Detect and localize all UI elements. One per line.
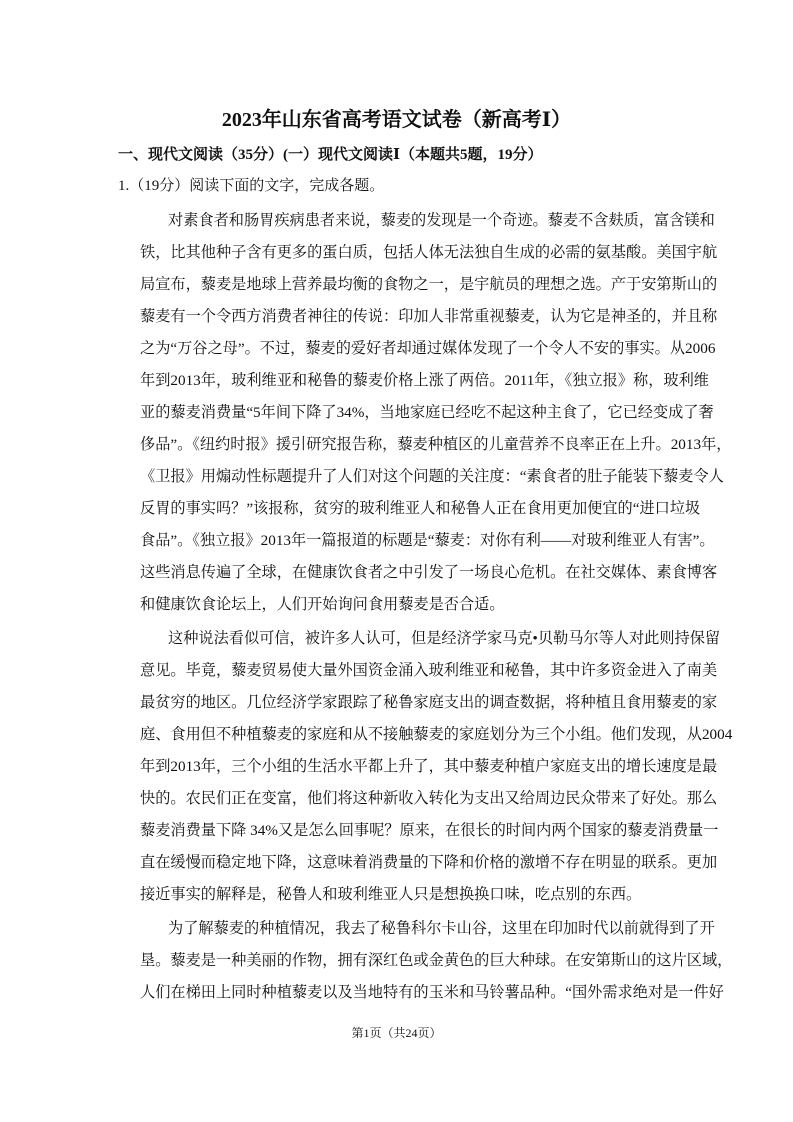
- passage-paragraph: [140, 623, 733, 911]
- text-line: 庭、食用但不种植藜麦的家庭和从不接触藜麦的家庭划分为三个小组。他们发现，从2004: [140, 726, 733, 743]
- passage-paragraph: [140, 913, 733, 1009]
- text-line: 年到2013年，玻利维亚和秘鲁的藜麦价格上涨了两倍。2011年，《独立报》称，玻利维: [140, 372, 709, 389]
- section-heading: 一、现代文阅读（35分）(一）现代文阅读Ⅰ（本题共5题，19分）: [118, 147, 543, 163]
- page-footer: 第1页（共24页）: [351, 1026, 442, 1040]
- text-line: 对素食者和肠胃疾病患者来说，藜麦的发现是一个奇迹。藜麦不含麸质，富含镁和: [168, 212, 715, 229]
- text-line: 人们在梯田上同时种植藜麦以及当地特有的玉米和马铃薯品种。“国外需求绝对是一件好: [140, 984, 724, 1001]
- passage-paragraph: [140, 205, 732, 621]
- text-line: 藜麦消费量下降 34%又是怎么回事呢？原来，在很长的时间内两个国家的藜麦消费量一: [140, 822, 719, 839]
- text-line: 侈品”。《纽约时报》援引研究报告称，藜麦种植区的儿童营养不良率正在上升。2013年，: [140, 436, 732, 453]
- text-line: 藜麦有一个令西方消费者神往的传说：印加人非常重视藜麦，认为它是神圣的，并且称: [140, 308, 718, 325]
- text-line: 为了解藜麦的种植情况，我去了秘鲁科尔卡山谷，这里在印加时代以前就得到了开: [168, 920, 715, 937]
- text-line: 这种说法看似可信，被许多人认可，但是经济学家马克•贝勒马尔等人对此则持保留: [168, 630, 721, 647]
- text-line: 年到2013年，三个小组的生活水平都上升了，其中藜麦种植户家庭支出的增长速度是最: [140, 758, 718, 775]
- text-line: 意见。毕竟，藜麦贸易使大量外国资金涌入玻利维亚和秘鲁，其中许多资金进入了南美: [140, 662, 718, 679]
- text-line: 局宣布，藜麦是地球上营养最均衡的食物之一，是宇航员的理想之选。产于安第斯山的: [140, 276, 718, 293]
- text-line: 垦。藜麦是一种美丽的作物，拥有深红色或金黄色的巨大种球。在安第斯山的这片区域，: [140, 952, 733, 969]
- text-line: 和健康饮食论坛上，人们开始询问食用藜麦是否合适。: [140, 596, 505, 613]
- text-line: 快的。农民们正在变富，他们将这种新收入转化为支出又给周边民众带来了好处。那么: [140, 790, 718, 807]
- question-prompt: 1.（19分）阅读下面的文字，完成各题。: [118, 178, 385, 194]
- text-line: 之为“万谷之母”。不过，藜麦的爱好者却通过媒体发现了一个令人不安的事实。从2006: [140, 340, 716, 357]
- document-title: 2023年山东省高考语文试卷（新高考Ⅰ）: [221, 109, 572, 131]
- text-line: 最贫穷的地区。几位经济学家跟踪了秘鲁家庭支出的调查数据，将种植且食用藜麦的家: [140, 694, 718, 711]
- passage-body: [140, 205, 733, 1011]
- text-line: 食品”。《独立报》2013年一篇报道的标题是“藜麦：对你有利——对玻利维亚人有害”。: [140, 532, 715, 549]
- text-line: 直在缓慢而稳定地下降，这意味着消费量的下降和价格的激增不存在明显的联系。更加: [140, 854, 718, 871]
- text-line: 亚的藜麦消费量“5年间下降了34%，当地家庭已经吃不起这种主食了，它已经变成了奢: [140, 404, 714, 421]
- text-line: 《卫报》用煽动性标题提升了人们对这个问题的关注度：“素食者的肚子能装下藜麦令人: [140, 468, 724, 485]
- text-line: 接近事实的解释是，秘鲁人和玻利维亚人只是想换换口味，吃点别的东西。: [140, 886, 642, 903]
- text-line: 铁，比其他种子含有更多的蛋白质，包括人体无法独自生成的必需的氨基酸。美国宇航: [140, 244, 718, 261]
- text-line: 反胃的事实吗？”该报称，贫穷的玻利维亚人和秘鲁人正在食用更加便宜的“进口垃圾: [140, 500, 701, 517]
- text-line: 这些消息传遍了全球，在健康饮食者之中引发了一场良心危机。在社交媒体、素食博客: [140, 564, 718, 581]
